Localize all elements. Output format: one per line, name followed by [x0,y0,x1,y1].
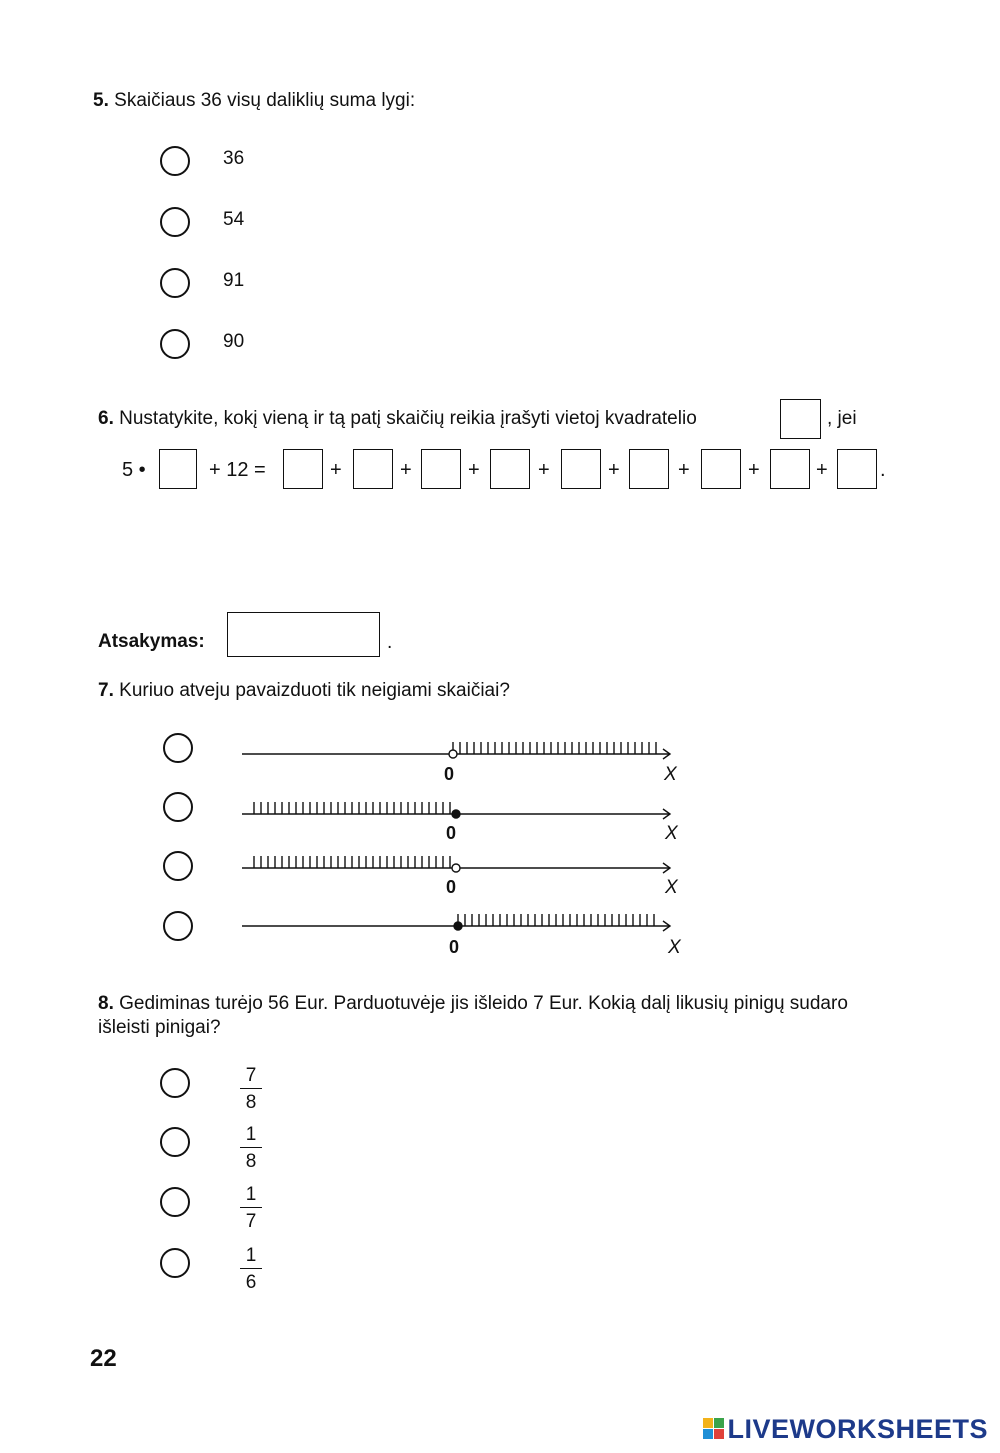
q6-eq-plus-6: + [678,459,690,481]
q7-line-4-zero: 0 [449,937,460,957]
q8-option-3-numerator: 1 [245,1184,257,1205]
q6-eq-box-7 [629,449,669,489]
q7-line-3-axis: X [665,877,678,898]
q7-line-2-axis: X [665,823,678,844]
q8-option-4-radio[interactable] [160,1248,190,1278]
q7-option-1-radio[interactable] [163,733,193,763]
q5-text: Skaičiaus 36 visų daliklių suma lygi: [114,90,416,111]
q5-option-1-label: 36 [223,148,245,169]
q6-text: Nustatykite, kokį vieną ir tą patį skaičių reikia įrašyti vietoj kvadratelio [119,408,697,429]
q7-line-4-closed-point [454,922,462,930]
q6-text-after: , jei [827,408,857,429]
q7-line-1-open-point [449,750,457,758]
q8-question [98,992,848,1040]
q6-answer-input[interactable] [227,612,380,657]
logo-text: LIVEWORKSHEETS [727,1414,988,1444]
q7-option-2-radio[interactable] [163,792,193,822]
q6-eq-box-10 [837,449,877,489]
q5-option-1-radio[interactable] [160,146,190,176]
q6-eq-box-8 [701,449,741,489]
q6-eq-plus-4: + [538,459,550,481]
q8-option-2-fraction [240,1125,262,1171]
q6-eq-box-3 [353,449,393,489]
q6-answer-period: . [387,632,393,653]
q6-eq-prefix: 5 • [122,459,146,481]
q8-option-1-fraction [240,1066,262,1112]
q8-number: 8. [98,993,114,1014]
q6-question [98,408,697,430]
q7-line-3-zero: 0 [446,877,457,897]
q8-text-line2: išleisti pinigai? [98,1017,221,1038]
q5-option-4-label: 90 [223,331,245,352]
q8-option-4-numerator: 1 [245,1245,257,1266]
q8-option-1-denominator: 8 [245,1092,257,1113]
q8-option-3-fraction [240,1185,262,1231]
q5-question [93,90,415,112]
q6-eq-box-6 [561,449,601,489]
q6-eq-plus-5: + [608,459,620,481]
q5-option-2-label: 54 [223,209,245,230]
q5-option-3-radio[interactable] [160,268,190,298]
q7-option-4-radio[interactable] [163,911,193,941]
logo-badge-icon [703,1418,725,1440]
q6-eq-plus-8: + [816,459,828,481]
q8-option-2-radio[interactable] [160,1127,190,1157]
q8-option-3-denominator: 7 [245,1211,257,1232]
q6-eq-middle: + 12 = [209,459,266,481]
q5-number: 5. [93,90,109,111]
q6-eq-box-5 [490,449,530,489]
liveworksheets-logo [703,1414,988,1445]
q7-question [98,680,510,702]
q5-option-4-radio[interactable] [160,329,190,359]
q8-option-1-radio[interactable] [160,1068,190,1098]
q8-option-2-numerator: 1 [245,1124,257,1145]
q8-text-line1: Gediminas turėjo 56 Eur. Parduotuvėje jis išleido 7 Eur. Kokią dalį likusių pinigų sudaro [119,993,848,1014]
q6-answer-label: Atsakymas: [98,631,205,652]
q6-eq-plus-3: + [468,459,480,481]
q6-eq-plus-7: + [748,459,760,481]
q5-option-3-label: 91 [223,270,245,291]
q6-eq-plus-2: + [400,459,412,481]
q7-line-2-zero: 0 [446,823,457,843]
q7-line-2-closed-point [452,810,460,818]
q6-eq-box-4 [421,449,461,489]
q6-number: 6. [98,408,114,429]
q8-option-4-fraction [240,1246,262,1292]
q8-option-2-denominator: 8 [245,1151,257,1172]
q7-line-1-axis: X [664,764,677,785]
q5-option-2-radio[interactable] [160,207,190,237]
q8-option-4-denominator: 6 [245,1272,257,1293]
q6-eq-period: . [880,459,886,481]
q7-line-1-zero: 0 [444,764,455,784]
q7-option-3-radio[interactable] [163,851,193,881]
q7-line-3-open-point [452,864,460,872]
q6-square-symbol [780,399,821,439]
q6-eq-box-2 [283,449,323,489]
q6-eq-plus-1: + [330,459,342,481]
q8-option-3-radio[interactable] [160,1187,190,1217]
q7-line-4-axis: X [668,937,681,958]
q7-text: Kuriuo atveju pavaizduoti tik neigiami skaičiai? [119,680,510,701]
q6-eq-box-1 [159,449,197,489]
q7-number: 7. [98,680,114,701]
q7-number-lines [230,730,690,965]
page-number: 22 [90,1345,117,1372]
q8-option-1-numerator: 7 [245,1065,257,1086]
q6-eq-box-9 [770,449,810,489]
